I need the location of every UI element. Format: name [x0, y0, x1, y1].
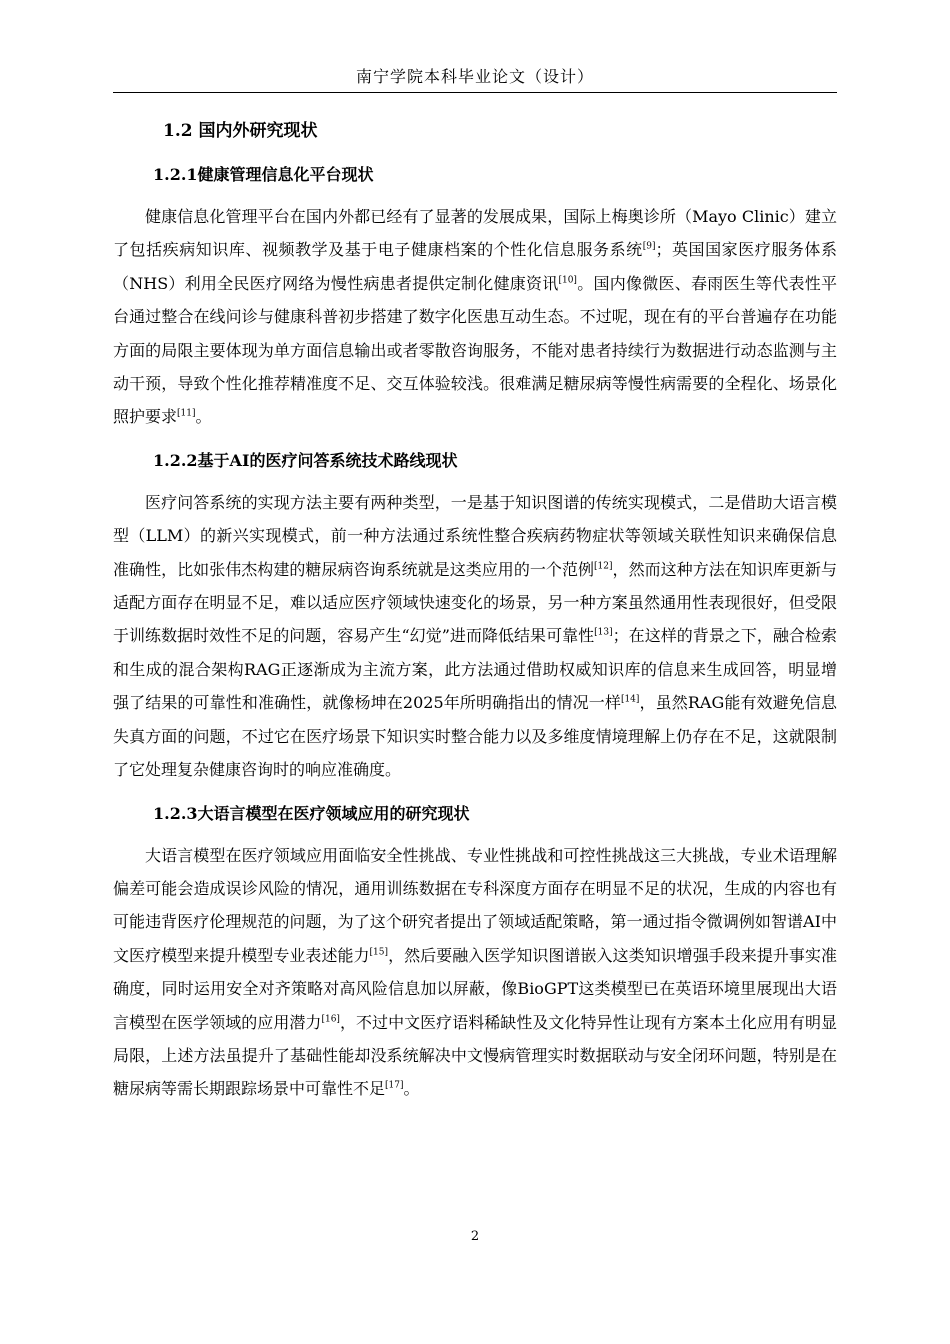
paragraph-text: ；在这样的背景之下，融合检索和生成的混合架构RAG正逐渐成为主流方案，此方法通过借助权威知识库的信息来生成回答，明显增强了结果的可靠性和准确性，就像杨坤在2025年所明确指出的情况一样	[113, 626, 837, 713]
paragraph-1-2-3	[113, 839, 837, 1106]
page-number: 2	[470, 1229, 480, 1244]
paragraph-text: 。国内像微医、春雨医生等代表性平台通过整合在线问诊与健康科普初步搭建了数字化医患互动生态。不过呢，现在有的平台普遍存在功能方面的局限主要体现为单方面信息输出或者零散咨询服务，不能对患者持续行为数据进行动态监测与主动干预，导致个性化推荐精准度不足、交互体验较浅。很难满足糖尿病等慢性病需要的全程化、场景化照护要求	[113, 273, 837, 427]
subsection-heading-1-2-3: 1.2.3大语言模型在医疗领域应用的研究现状	[153, 803, 470, 823]
subsection-heading-1-2-1: 1.2.1健康管理信息化平台现状	[153, 165, 374, 184]
paragraph-text: ，然后要融入医学知识图谱嵌入这类知识增强手段来提升事实准确度，同时运用安全对齐策略对高风险信息加以屏蔽，像BioGPT这类模型已在英语环境里展现出大语言模型在医学领域的应用潜力	[113, 945, 837, 1032]
citation: [10]	[558, 275, 577, 286]
paragraph-text: 。	[195, 407, 212, 427]
paragraph-text: ；英国国家医疗服务体系（NHS）利用全民医疗网络为慢性病患者提供定制化健康资讯	[113, 240, 837, 293]
citation: [9]	[642, 242, 656, 253]
citation: [11]	[177, 409, 196, 420]
paragraph-text: ，然而这种方法在知识库更新与适配方面存在明显不足，难以适应医疗领域快速变化的场景，另一种方案虽然通用性表现很好，但受限于训练数据时效性不足的问题，容易产生“幻觉”进而降低结果可靠性	[113, 559, 837, 646]
paragraph-1-2-1	[113, 200, 837, 434]
header-rule	[113, 92, 837, 93]
citation: [13]	[594, 628, 613, 639]
running-header: 南宁学院本科毕业论文（设计）	[355, 67, 594, 86]
citation: [15]	[369, 947, 389, 958]
subsection-heading-1-2-2: 1.2.2基于AI的医疗问答系统技术路线现状	[153, 450, 458, 470]
paragraph-text: ，虽然RAG能有效避免信息失真方面的问题，不过它在医疗场景下知识实时整合能力以及多维度情境理解上仍存在不足，这就限制了它处理复杂健康咨询时的响应准确度。	[113, 693, 837, 780]
citation: [14]	[620, 694, 640, 705]
paragraph-text: 。	[403, 1079, 420, 1099]
citation: [12]	[594, 561, 613, 572]
citation: [17]	[385, 1081, 404, 1092]
paragraph-text: 大语言模型在医疗领域应用面临安全性挑战、专业性挑战和可控性挑战这三大挑战，专业术语理解偏差可能会造成误诊风险的情况，通用训练数据在专科深度方面存在明显不足的状况，生成的内容也有可能违背医疗伦理规范的问题，为了这个研究者提出了领域适配策略，第一通过指令微调例如智谱AI中文医疗模型来提升模型专业表述能力	[113, 845, 837, 965]
citation: [16]	[321, 1014, 340, 1025]
page-body	[113, 116, 837, 1118]
paragraph-1-2-2	[113, 486, 837, 787]
paragraph-text: 健康信息化管理平台在国内外都已经有了显著的发展成果，国际上梅奥诊所（Mayo Clinic）建立了包括疾病知识库、视频教学及基于电子健康档案的个性化信息服务系统	[113, 207, 837, 260]
paragraph-text: ，不过中文医疗语料稀缺性及文化特异性让现有方案本土化应用有明显局限，上述方法虽提升了基础性能却没系统解决中文慢病管理实时数据联动与安全闭环问题，特别是在糖尿病等需长期跟踪场景中可靠性不足	[113, 1012, 837, 1099]
section-heading: 1.2 国内外研究现状	[163, 121, 318, 141]
paragraph-text: 医疗问答系统的实现方法主要有两种类型，一是基于知识图谱的传统实现模式，二是借助大语言模型（LLM）的新兴实现模式，前一种方法通过系统性整合疾病药物症状等领域关联性知识来确保信息准确性，比如张伟杰构建的糖尿病咨询系统就是这类应用的一个范例	[113, 492, 837, 579]
